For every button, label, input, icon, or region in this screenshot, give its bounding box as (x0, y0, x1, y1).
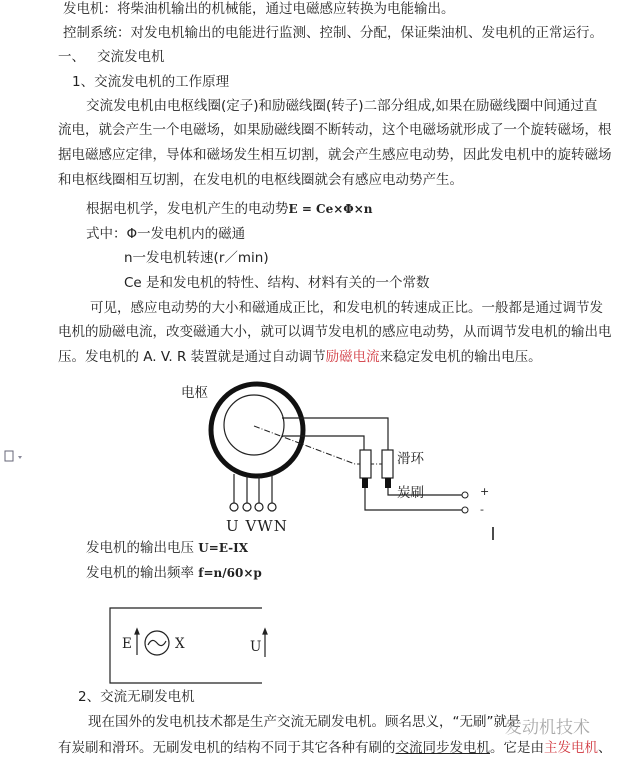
text-line: 发电机：将柴油机输出的机械能，通过电磁感应转换为电能输出。 (63, 1, 455, 17)
terminal-u: U (226, 517, 240, 535)
text-line: 式中：Φ一发电机内的磁通 (86, 226, 246, 242)
text: 来稳定发电机的输出电压。 (379, 349, 542, 365)
text: 根据电机学，发电机产生的电动势 (86, 201, 289, 217)
emf-label: E (122, 636, 132, 652)
brush (362, 478, 368, 488)
text: 发电机的输出电压 (86, 540, 194, 556)
brush-label: 炭刷 (397, 485, 424, 501)
text-line: n一发电机转速(r／min) (124, 250, 269, 266)
text-line: 据电磁感应定律，导体和磁场发生相互切割，就会产生感应电动势，因此发电机中的旋转磁场 (58, 147, 612, 163)
text-line: 可见，感应电动势的大小和磁通成正比，和发电机的转速成正比。一般都是通过调节发 (90, 300, 603, 316)
text-line: 电机的励磁电流，改变磁通大小，就可以调节发电机的感应电动势，从而调节发电机的输出电 (58, 324, 612, 340)
heading-2: 1、交流发电机的工作原理 (72, 74, 230, 90)
text-line (58, 739, 612, 757)
armature-label: 电枢 (181, 385, 208, 401)
watermark: 发动机技术 (505, 718, 590, 738)
heading-1: 交流发电机 (97, 49, 165, 65)
minus-label: - (480, 503, 484, 516)
text-line: 流电，就会产生一个电磁场，如果励磁线圈不断转动，这个电磁场就形成了一个旋转磁场，根 (58, 122, 612, 138)
formula: E = Ce×Φ×n (288, 202, 373, 216)
equivalent-circuit (110, 608, 267, 683)
highlight-text: 主发电机 (544, 740, 598, 756)
slip-ring-label: 滑环 (397, 451, 424, 467)
doc-icon (5, 451, 22, 461)
heading-number: 一、 (58, 49, 85, 65)
highlight-text: 励磁电流 (325, 349, 380, 365)
text-line: 控制系统：对发电机输出的电能进行监测、控制、分配，保证柴油机、发电机的正常运行。 (63, 25, 603, 41)
text: 、 (598, 740, 612, 756)
heading-2: 2、交流无刷发电机 (78, 689, 195, 705)
text-line (86, 539, 248, 557)
voltage-label: U (250, 639, 262, 655)
underlined-text: 交流同步发电机 (395, 740, 490, 756)
text: 发电机的输出频率 (86, 565, 194, 581)
formula: U=E-IX (198, 541, 249, 555)
brush (385, 478, 391, 488)
text-line: Ce 是和发电机的特性、结构、材料有关的一个常数 (124, 275, 430, 291)
text-line: 和电枢线圈相互切割，在发电机的电枢线圈就会有感应电动势产生。 (58, 172, 463, 188)
text: 。它是由 (490, 740, 544, 756)
terminal-v: V (245, 517, 258, 535)
terminal-w: W (257, 517, 274, 535)
formula: f=n/60×p (198, 566, 262, 580)
slip-ring (382, 450, 393, 478)
plus-label: + (480, 485, 490, 498)
reactance-label: X (175, 636, 185, 652)
terminal-n: N (273, 517, 288, 535)
text-line: 现在国外的发电机技术都是生产交流无刷发电机。顾名思义，“无刷”就是 (88, 714, 521, 730)
terminal-labels (226, 517, 288, 535)
rotor-circle (224, 395, 284, 455)
text-line: 交流发电机由电枢线圈(定子)和励磁线圈(转子)二部分组成,如果在励磁线圈中间通过直 (86, 98, 598, 114)
text: 有炭刷和滑环。无刷发电机的结构不同于其它各种有刷的 (58, 740, 396, 756)
slip-ring (360, 450, 371, 478)
text-line (86, 564, 262, 582)
text: 压。发电机的 A. V. R 装置就是通过自动调节 (58, 349, 326, 365)
